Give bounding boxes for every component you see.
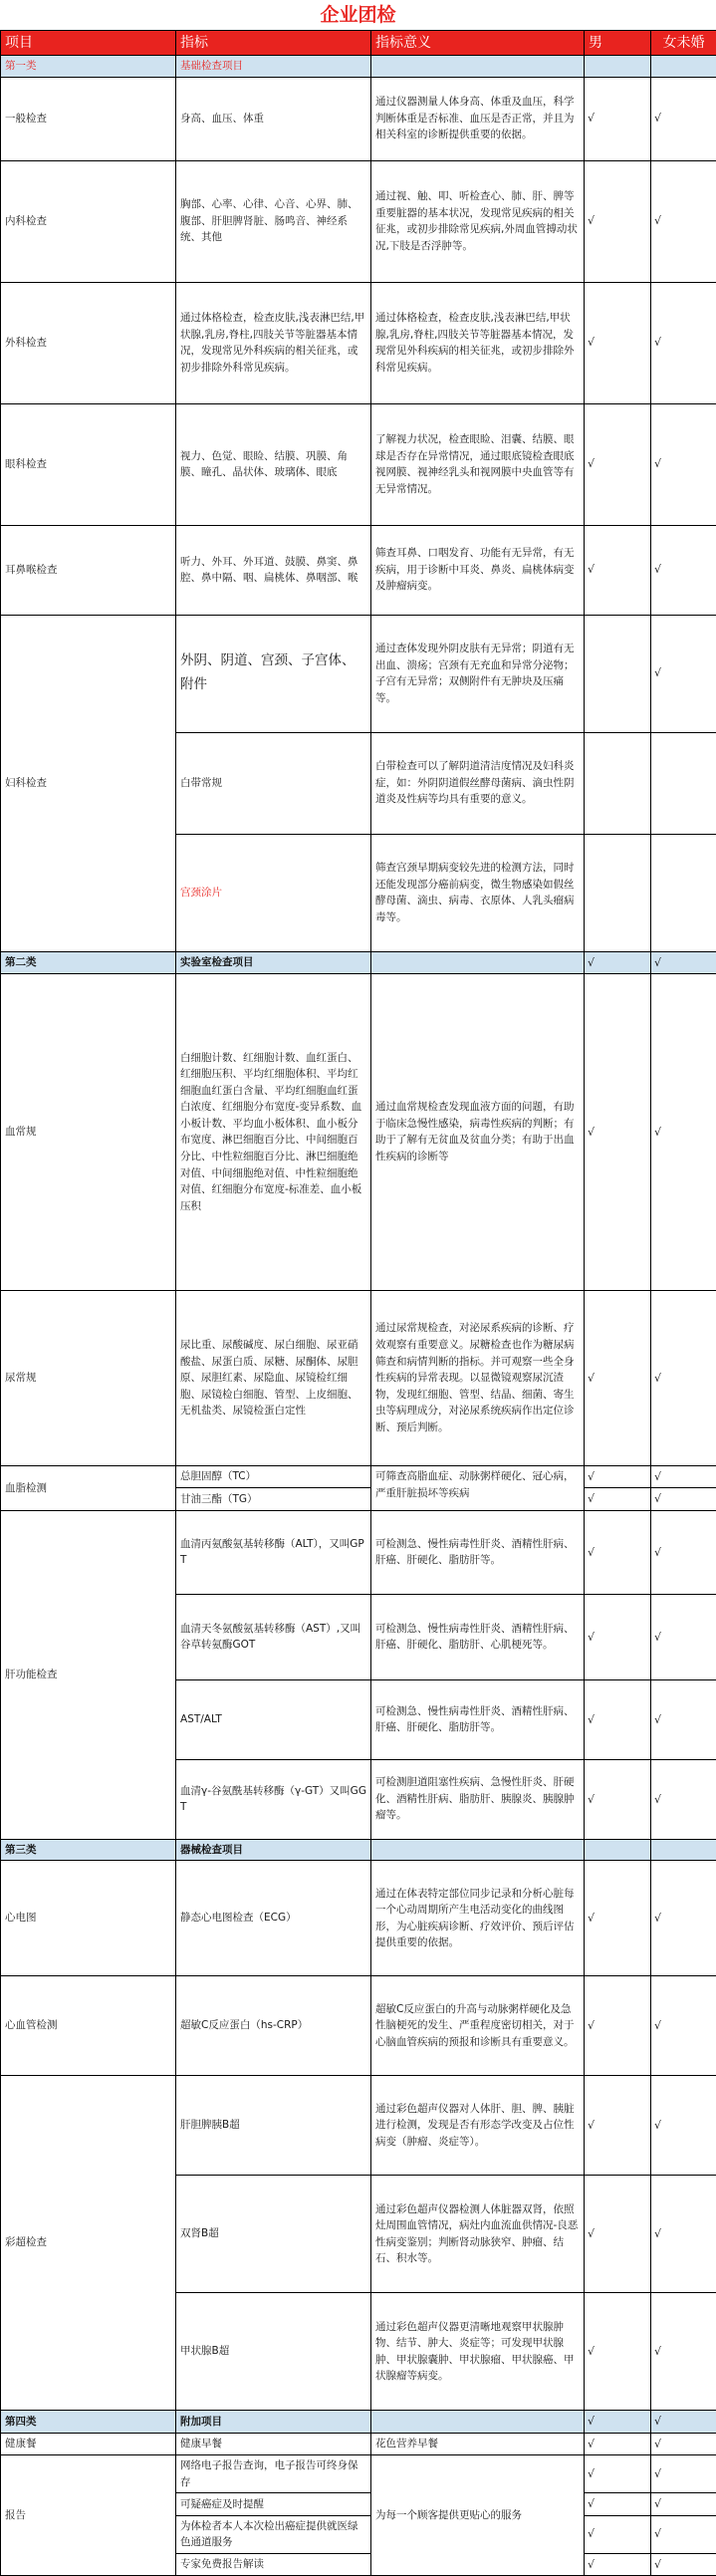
index-cell: 白细胞计数、红细胞计数、血红蛋白、红细胞压积、平均红细胞体积、平均红细胞血红蛋白含量、平均红细胞血红蛋白浓度、红细胞分布宽度-变异系数、血小板计数、平均血小板体积、血小板分布宽度、淋巴细胞百分比、中间细胞百分比、中性粒细胞百分比、淋巴细胞绝对值、中间细胞绝对值、中性粒细胞绝对值、红细胞分布宽度-标准差、血小板压积: [176, 973, 371, 1290]
female-check: √: [651, 1290, 716, 1465]
female-check: √: [651, 1594, 716, 1679]
section-row-3: [1, 1839, 716, 1861]
female-check: √: [651, 160, 716, 282]
index-cell: 血清γ-谷氨酰基转移酶（γ-GT）又叫GGT: [176, 1759, 371, 1839]
male-check: √: [585, 160, 651, 282]
meaning-cell: 可筛查高脂血症、动脉粥样硬化、冠心病，严重肝脏损坏等疾病: [371, 1465, 585, 1510]
index-cell: 宫颈涂片: [176, 834, 371, 951]
section-name: 附加项目: [176, 2411, 371, 2433]
female-check: √: [651, 1488, 716, 1510]
meaning-cell: 可检测急、慢性病毒性肝炎、酒精性肝病、肝癌、肝硬化、脂肪肝、心肌梗死等。: [371, 1594, 585, 1679]
female-check: √: [651, 2553, 716, 2575]
index-cell: 总胆固醇（TC）: [176, 1465, 371, 1487]
female-check: √: [651, 2293, 716, 2411]
meaning-cell: 通过彩色超声仪器更清晰地观察甲状腺肿物、结节、肿大、炎症等；可发现甲状腺肿、甲状腺囊肿、甲状腺瘤、甲状腺癌、甲状腺瘤等病变。: [371, 2293, 585, 2411]
index-cell: AST/ALT: [176, 1679, 371, 1759]
index-cell: 尿比重、尿酸碱度、尿白细胞、尿亚硝酸盐、尿蛋白质、尿糖、尿酮体、尿胆原、尿胆红素、尿隐血、尿镜检红细胞、尿镜检白细胞、管型、上皮细胞、无机盐类、尿镜检蛋白定性: [176, 1290, 371, 1465]
table-row-meal: [1, 2433, 716, 2454]
table-header-row: [1, 31, 716, 56]
male-check: √: [585, 1465, 651, 1487]
table-row-blood: [1, 973, 716, 1290]
meaning-cell: 通过血常规检查发现血液方面的问题，有助于临床急慢性感染，病毒性疾病的判断；有助于了解有无贫血及贫血分类；有助于出血性疾病的诊断等: [371, 973, 585, 1290]
index-cell: 听力、外耳、外耳道、鼓膜、鼻窦、鼻腔、鼻中隔、咽、扁桃体、鼻咽部、喉: [176, 525, 371, 615]
category-cell: 肝功能检查: [1, 1510, 176, 1839]
female-check: [651, 732, 716, 834]
male-check: √: [585, 1976, 651, 2076]
female-check: √: [651, 951, 716, 973]
index-cell: 超敏C反应蛋白（hs-CRP）: [176, 1976, 371, 2076]
table-row-general: [1, 77, 716, 160]
male-check: √: [585, 2493, 651, 2515]
meaning-cell: 超敏C反应蛋白的升高与动脉粥样硬化及急性脑梗死的发生、严重程度密切相关，对于心脑血管疾病的预报和诊断具有重要意义。: [371, 1976, 585, 2076]
male-check: √: [585, 1679, 651, 1759]
index-cell: 双肾B超: [176, 2176, 371, 2293]
meaning-cell: 通过彩色超声仪器对人体肝、胆、脾、胰脏进行检测，发现是否有形态学改变及占位性病变（肿瘤、炎症等）。: [371, 2076, 585, 2176]
table-row-lipid-1: [1, 1465, 716, 1487]
index-cell: 血清天冬氨酸氨基转移酶（AST）,又叫谷草转氨酶GOT: [176, 1594, 371, 1679]
female-check: √: [651, 403, 716, 525]
section-row-1: [1, 56, 716, 78]
index-cell: 网络电子报告查询，电子报告可终身保存: [176, 2455, 371, 2493]
female-check: √: [651, 1861, 716, 1976]
female-check: √: [651, 1759, 716, 1839]
section-no: 第三类: [1, 1839, 176, 1861]
index-cell: 身高、血压、体重: [176, 77, 371, 160]
category-cell: 血常规: [1, 973, 176, 1290]
male-check: √: [585, 1861, 651, 1976]
female-check: √: [651, 1465, 716, 1487]
male-check: √: [585, 525, 651, 615]
meaning-cell: 通过在体表特定部位同步记录和分析心脏每一个心动周期所产生电活动变化的曲线图形，为心脏疾病诊断、疗效评价、预后评估提供重要的依据。: [371, 1861, 585, 1976]
index-cell: 外阴、阴道、宫颈、子宫体、附件: [176, 615, 371, 732]
category-cell: 妇科检查: [1, 615, 176, 951]
category-cell: 眼科检查: [1, 403, 176, 525]
header-male: 男: [585, 31, 651, 56]
table-row-eye: [1, 403, 716, 525]
section-no: 第二类: [1, 951, 176, 973]
meaning-cell: 花色营养早餐: [371, 2433, 585, 2454]
male-check: √: [585, 1290, 651, 1465]
male-check: [585, 732, 651, 834]
table-row-ultra-1: [1, 2076, 716, 2176]
female-check: √: [651, 282, 716, 403]
meaning-cell: 可检测急、慢性病毒性肝炎、酒精性肝病、肝癌、肝硬化、脂肪肝等。: [371, 1679, 585, 1759]
female-check: √: [651, 1976, 716, 2076]
meaning-cell: 通过彩色超声仪器检测人体脏器双肾，依照灶周围血管情况，病灶内血流血供情况-良恶性病变鉴别；判断肾动脉狭窄、肿瘤、结石、积水等。: [371, 2176, 585, 2293]
section-no: 第四类: [1, 2411, 176, 2433]
index-cell: 静态心电图检查（ECG）: [176, 1861, 371, 1976]
female-check: √: [651, 2176, 716, 2293]
index-cell: 肝胆脾胰B超: [176, 2076, 371, 2176]
male-check: √: [585, 1759, 651, 1839]
female-check: √: [651, 525, 716, 615]
category-cell: 彩超检查: [1, 2076, 176, 2411]
header-item: 项目: [1, 31, 176, 56]
section-row-2: [1, 951, 716, 973]
header-meaning: 指标意义: [371, 31, 585, 56]
female-check: √: [651, 2076, 716, 2176]
male-check: √: [585, 1488, 651, 1510]
male-check: √: [585, 2515, 651, 2553]
female-check: √: [651, 1510, 716, 1594]
section-name: 实验室检查项目: [176, 951, 371, 973]
index-cell: 甲状腺B超: [176, 2293, 371, 2411]
female-check: √: [651, 2433, 716, 2454]
male-check: √: [585, 2176, 651, 2293]
checkup-table: [0, 30, 716, 2576]
male-check: √: [585, 2553, 651, 2575]
female-check: √: [651, 2411, 716, 2433]
female-check: √: [651, 77, 716, 160]
male-check: √: [585, 1510, 651, 1594]
category-cell: 心血管检测: [1, 1976, 176, 2076]
table-row-report-1: [1, 2455, 716, 2493]
meaning-cell: 通过仪器测量人体身高、体重及血压，科学判断体重是否标准、血压是否正常，并且为相关科室的诊断提供重要的依据。: [371, 77, 585, 160]
page-title: 企业团检: [0, 0, 716, 30]
male-check: √: [585, 2455, 651, 2493]
index-cell: 为体检者本人本次检出癌症提供就医绿色通道服务: [176, 2515, 371, 2553]
male-check: √: [585, 2293, 651, 2411]
category-cell: 一般检查: [1, 77, 176, 160]
female-check: [651, 834, 716, 951]
index-cell: 血清丙氨酸氨基转移酶（ALT），又叫GPT: [176, 1510, 371, 1594]
index-cell: 视力、色觉、眼睑、结膜、巩膜、角膜、瞳孔、晶状体、玻璃体、眼底: [176, 403, 371, 525]
male-check: √: [585, 951, 651, 973]
table-row-ent: [1, 525, 716, 615]
index-cell: 通过体格检查，检查皮肤,浅表淋巴结,甲状腺,乳房,脊柱,四肢关节等脏器基本情况，发现常见外科疾病的相关征兆，或初步排除外科常见疾病。: [176, 282, 371, 403]
female-check: √: [651, 973, 716, 1290]
index-cell: 专家免费报告解读: [176, 2553, 371, 2575]
meaning-cell: 通过体格检查，检查皮肤,浅表淋巴结,甲状腺,乳房,脊柱,四肢关节等脏器基本情况，发现常见外科疾病的相关征兆，或初步排除外科常见疾病。: [371, 282, 585, 403]
male-check: √: [585, 2076, 651, 2176]
index-cell: 白带常规: [176, 732, 371, 834]
meaning-cell: 可检测急、慢性病毒性肝炎、酒精性肝病、肝癌、肝硬化、脂肪肝等。: [371, 1510, 585, 1594]
category-cell: 血脂检测: [1, 1465, 176, 1510]
meaning-cell: 通过查体发现外阴皮肤有无异常；阴道有无出血、溃疡；宫颈有无充血和异常分泌物；子宫有无异常；双侧附件有无肿块及压痛等。: [371, 615, 585, 732]
male-check: √: [585, 2411, 651, 2433]
male-check: √: [585, 2433, 651, 2454]
male-check: [585, 615, 651, 732]
meaning-cell: 筛查宫颈早期病变较先进的检测方法，同时还能发现部分癌前病变，微生物感染如假丝酵母菌、滴虫、病毒、衣原体、人乳头瘤病毒等。: [371, 834, 585, 951]
table-row-gyn-1: [1, 615, 716, 732]
female-check: √: [651, 2515, 716, 2553]
male-check: √: [585, 1594, 651, 1679]
male-check: √: [585, 403, 651, 525]
male-check: √: [585, 973, 651, 1290]
category-cell: 心电图: [1, 1861, 176, 1976]
section-name: 器械检查项目: [176, 1839, 371, 1861]
meaning-cell: 筛查耳鼻、口咽发育、功能有无异常，有无疾病，用于诊断中耳炎、鼻炎、扁桃体病变及肿瘤病变。: [371, 525, 585, 615]
section-row-4: [1, 2411, 716, 2433]
section-name: 基础检查项目: [176, 56, 371, 78]
index-cell: 甘油三酯（TG）: [176, 1488, 371, 1510]
female-check: √: [651, 1679, 716, 1759]
table-row-internal: [1, 160, 716, 282]
male-check: √: [585, 282, 651, 403]
table-row-surgery: [1, 282, 716, 403]
table-row-urine: [1, 1290, 716, 1465]
female-check: √: [651, 2455, 716, 2493]
male-check: √: [585, 77, 651, 160]
female-check: √: [651, 615, 716, 732]
index-cell: 健康早餐: [176, 2433, 371, 2454]
table-row-crp: [1, 1976, 716, 2076]
header-female-unmarried: 女未婚: [651, 31, 716, 56]
meaning-cell: 了解视力状况，检查眼睑、泪囊、结膜、眼球是否存在异常情况，通过眼底镜检查眼底视网膜、视神经乳头和视网膜中央血管等有无异常情况。: [371, 403, 585, 525]
category-cell: 耳鼻喉检查: [1, 525, 176, 615]
meaning-cell: 通过视、触、叩、听检查心、肺、肝、脾等重要脏器的基本状况，发现常见疾病的相关征兆，或初步排除常见疾病,外周血管搏动状况,下肢是否浮肿等。: [371, 160, 585, 282]
section-no: 第一类: [1, 56, 176, 78]
female-check: √: [651, 2493, 716, 2515]
index-cell: 可疑癌症及时提醒: [176, 2493, 371, 2515]
meaning-cell: 通过尿常规检查，对泌尿系疾病的诊断、疗效观察有重要意义。尿糖检查也作为糖尿病筛查和病情判断的指标。并可观察一些全身性疾病的异常表现。以显微镜观察尿沉渣物，发现红细胞、管型、结晶、细菌、寄生虫等病理成分，对泌尿系统疾病作出定位诊断、预后判断。: [371, 1290, 585, 1465]
category-cell: 外科检查: [1, 282, 176, 403]
category-cell: 报告: [1, 2455, 176, 2576]
index-cell: 胸部、心率、心律、心音、心界、肺、腹部、肝胆脾肾脏、肠鸣音、神经系统、其他: [176, 160, 371, 282]
table-row-liver-1: [1, 1510, 716, 1594]
meaning-cell: 为每一个顾客提供更贴心的服务: [371, 2455, 585, 2576]
male-check: [585, 834, 651, 951]
category-cell: 内科检查: [1, 160, 176, 282]
meaning-cell: 可检测胆道阻塞性疾病、急慢性肝炎、肝硬化、酒精性肝病、脂肪肝、胰腺炎、胰腺肿瘤等。: [371, 1759, 585, 1839]
header-index: 指标: [176, 31, 371, 56]
category-cell: 尿常规: [1, 1290, 176, 1465]
meaning-cell: 白带检查可以了解阴道清洁度情况及妇科炎症，如：外阴阴道假丝酵母菌病、滴虫性阴道炎及性病等均具有重要的意义。: [371, 732, 585, 834]
table-row-ecg: [1, 1861, 716, 1976]
category-cell: 健康餐: [1, 2433, 176, 2454]
